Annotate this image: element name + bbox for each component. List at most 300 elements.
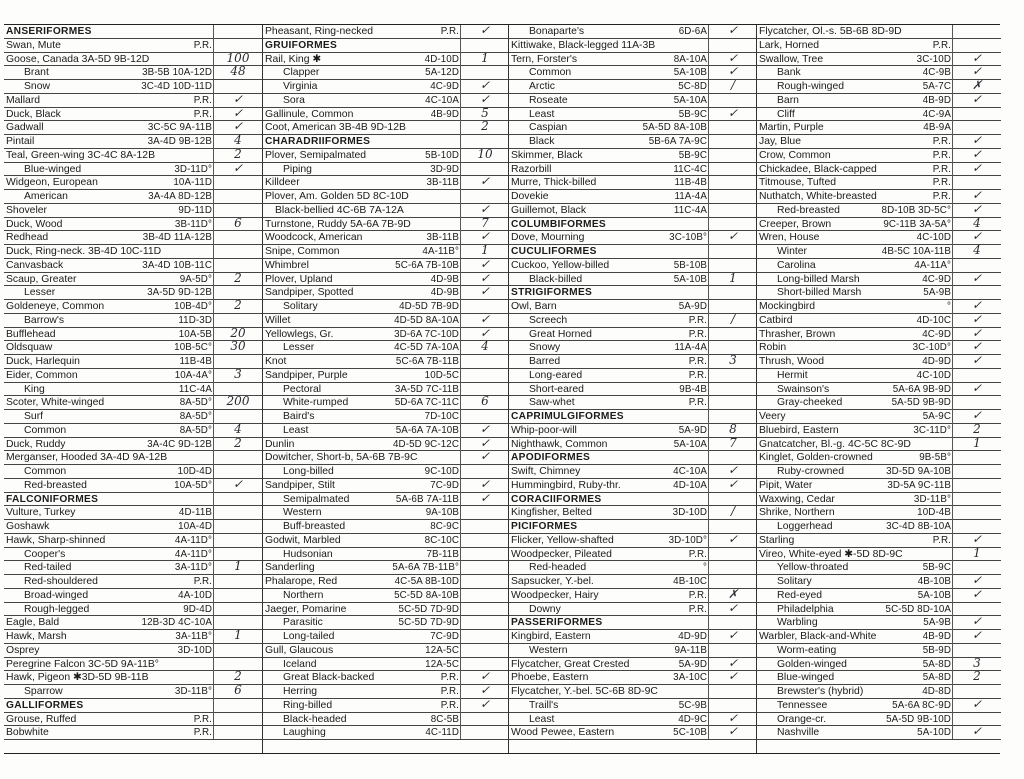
tally-mark-cell[interactable]: [460, 298, 509, 313]
tally-mark-cell[interactable]: ✓: [460, 271, 509, 286]
occurrence-code: 3D-9D: [430, 163, 459, 175]
tally-mark-cell[interactable]: 2: [213, 271, 262, 286]
tally-mark-cell[interactable]: 20: [213, 326, 262, 341]
tally-mark-cell[interactable]: [952, 367, 1001, 382]
tally-mark-cell[interactable]: ✓: [952, 697, 1001, 712]
order-name: COLUMBIFORMES: [511, 218, 607, 230]
tally-mark-cell[interactable]: [708, 298, 757, 313]
tally-mark-cell[interactable]: ✓: [952, 724, 1001, 739]
tally-mark-cell[interactable]: [708, 147, 757, 162]
tally-mark-cell[interactable]: 48: [213, 64, 262, 79]
tally-mark-cell[interactable]: ✓: [952, 587, 1001, 602]
tally-mark-cell[interactable]: [213, 202, 262, 217]
occurrence-code: 5A-9B: [923, 287, 951, 299]
tally-mark-cell[interactable]: [213, 491, 262, 506]
tally-mark-cell[interactable]: [460, 711, 509, 726]
tally-mark-cell[interactable]: ✓: [708, 669, 757, 684]
tally-mark-cell[interactable]: ✓: [952, 381, 1001, 396]
tally-mark-cell[interactable]: [460, 367, 509, 382]
species-name: Bufflehead: [6, 328, 56, 340]
tally-mark-cell[interactable]: [213, 504, 262, 519]
species-name: Tern, Forster's: [511, 53, 578, 65]
tally-mark-cell[interactable]: [213, 449, 262, 464]
tally-mark-cell[interactable]: 6: [460, 394, 509, 409]
tally-mark-cell[interactable]: [952, 642, 1001, 657]
tally-mark-cell[interactable]: [213, 724, 262, 739]
occurrence-code: 12B-3D 4C-10A: [141, 617, 212, 629]
order-name: PICIFORMES: [511, 521, 578, 532]
occurrence-code: 4C-9D: [430, 81, 459, 92]
tally-mark-cell[interactable]: 100: [213, 51, 262, 66]
species-name: Sanderling: [265, 562, 315, 574]
occurrence-code: P.R.: [440, 672, 459, 684]
species-name: Grouse, Ruffed: [6, 713, 77, 725]
species-name: Piping: [283, 163, 312, 175]
tally-mark-cell[interactable]: 3: [708, 353, 757, 368]
tally-mark-cell[interactable]: [708, 174, 757, 189]
tally-mark-cell[interactable]: [213, 408, 262, 423]
tally-mark-cell[interactable]: [708, 518, 757, 533]
tally-mark-cell[interactable]: ✓: [952, 161, 1001, 176]
tally-mark-cell[interactable]: [952, 284, 1001, 299]
tally-mark-cell[interactable]: ✓: [708, 656, 757, 671]
species-name: Hudsonian: [283, 548, 333, 560]
tally-mark-cell[interactable]: ✓: [460, 669, 509, 684]
occurrence-code: 5B-9C: [922, 562, 951, 574]
tally-mark-cell[interactable]: [952, 504, 1001, 519]
tally-mark-cell[interactable]: 2: [213, 669, 262, 684]
tally-mark-cell[interactable]: [952, 394, 1001, 409]
tally-mark-cell[interactable]: ✓: [460, 229, 509, 244]
tally-mark-cell[interactable]: [213, 587, 262, 602]
tally-mark-cell[interactable]: ✓: [213, 161, 262, 176]
tally-mark-cell[interactable]: 1: [708, 271, 757, 286]
tally-mark-cell[interactable]: 3: [952, 656, 1001, 671]
species-name: Woodpecker, Pileated: [511, 548, 612, 560]
tally-mark-cell[interactable]: [708, 394, 757, 409]
species-name: Orange-cr.: [777, 713, 827, 725]
tally-mark-cell[interactable]: ✗: [952, 78, 1001, 93]
tally-mark-cell[interactable]: 5: [460, 106, 509, 121]
species-name: Cooper's: [24, 548, 66, 560]
species-name: Guillemot, Black: [511, 204, 587, 216]
tally-mark-cell[interactable]: [708, 202, 757, 217]
species-name: Broad-winged: [24, 589, 89, 601]
tally-mark-cell[interactable]: 10: [460, 147, 509, 162]
tally-mark-cell[interactable]: 4: [952, 216, 1001, 231]
tally-mark-cell[interactable]: ✓: [708, 25, 757, 38]
tally-mark-cell[interactable]: [708, 573, 757, 588]
tally-mark-cell[interactable]: ✓: [708, 628, 757, 643]
species-name: Chickadee, Black-capped: [759, 163, 877, 175]
occurrence-code: 3C-10D°: [912, 342, 951, 354]
tally-mark-cell[interactable]: ✓: [213, 119, 262, 134]
tally-mark-cell[interactable]: [213, 284, 262, 299]
tally-mark-cell[interactable]: [952, 119, 1001, 134]
tally-mark-cell[interactable]: [460, 724, 509, 739]
species-name: Common: [24, 466, 67, 477]
species-name: Black: [529, 136, 555, 147]
checklist-column-1: [4, 25, 262, 753]
tally-mark-cell[interactable]: [952, 449, 1001, 464]
tally-mark-cell[interactable]: [708, 559, 757, 574]
tally-mark-cell[interactable]: [213, 381, 262, 396]
tally-mark-cell[interactable]: [460, 532, 509, 547]
order-name: FALCONIFORMES: [6, 493, 99, 505]
tally-mark-cell[interactable]: [708, 642, 757, 657]
species-name: Plover, Upland: [265, 273, 333, 285]
tally-mark-cell[interactable]: [708, 243, 757, 258]
tally-mark-cell[interactable]: ✓: [952, 92, 1001, 107]
species-name: Brant: [24, 67, 49, 79]
tally-mark-cell[interactable]: 3: [213, 367, 262, 382]
species-name: Catbird: [759, 314, 793, 326]
tally-mark-cell[interactable]: [952, 463, 1001, 478]
tally-mark-cell[interactable]: ✓: [460, 683, 509, 698]
tally-mark-cell[interactable]: [708, 161, 757, 176]
tally-mark-cell[interactable]: [460, 546, 509, 561]
species-name: Merganser, Hooded 3A-4D 9A-12B: [6, 452, 168, 464]
tally-mark-cell[interactable]: [213, 243, 262, 258]
tally-mark-cell[interactable]: ✓: [460, 436, 509, 451]
tally-mark-cell[interactable]: ✓: [952, 353, 1001, 368]
tally-mark-cell[interactable]: [460, 601, 509, 616]
species-name: Whimbrel: [265, 259, 309, 271]
tally-mark-cell[interactable]: [460, 587, 509, 602]
occurrence-code: P.R.: [688, 397, 707, 409]
occurrence-code: 4B-10C: [673, 576, 707, 587]
occurrence-code: 3A-10C: [673, 672, 707, 684]
tally-mark-cell[interactable]: ✓: [952, 271, 1001, 286]
occurrence-code: 5B-10B: [673, 259, 707, 271]
species-name: Waxwing, Cedar: [759, 493, 835, 505]
tally-mark-cell[interactable]: [460, 518, 509, 533]
species-name: Creeper, Brown: [759, 218, 832, 230]
species-name: Starling: [759, 534, 795, 546]
tally-mark-cell[interactable]: [213, 229, 262, 244]
tally-mark-cell[interactable]: ✓: [460, 449, 509, 464]
tally-mark-cell[interactable]: ✓: [460, 284, 509, 299]
tally-mark-cell[interactable]: ✓: [952, 202, 1001, 217]
tally-mark-cell[interactable]: ✓: [952, 51, 1001, 66]
occurrence-code: 3A-4D 10B-11C: [142, 259, 212, 271]
tally-mark-cell[interactable]: [460, 559, 509, 574]
tally-mark-cell[interactable]: [952, 174, 1001, 189]
tally-mark-cell[interactable]: ✓: [213, 106, 262, 121]
species-name: Nuthatch, White-breasted: [759, 191, 877, 202]
tally-mark-cell[interactable]: 2: [213, 147, 262, 162]
tally-mark-cell[interactable]: ✓: [708, 601, 757, 616]
tally-mark-cell[interactable]: [952, 601, 1001, 616]
occurrence-code: P.R.: [932, 534, 951, 546]
tally-mark-cell[interactable]: [952, 106, 1001, 121]
tally-mark-cell[interactable]: ✓: [213, 92, 262, 107]
order-name: STRIGIFORMES: [511, 287, 593, 299]
tally-mark-cell[interactable]: ✓: [952, 229, 1001, 244]
tally-mark-cell[interactable]: [460, 353, 509, 368]
occurrence-code: 8A-5D°: [179, 411, 212, 422]
tally-mark-cell[interactable]: [708, 326, 757, 341]
tally-mark-cell[interactable]: ✓: [952, 298, 1001, 313]
tally-mark-cell[interactable]: [460, 64, 509, 79]
tally-mark-cell[interactable]: ✓: [460, 257, 509, 272]
tally-mark-cell[interactable]: [460, 37, 509, 52]
tally-mark-cell[interactable]: ✓: [460, 697, 509, 712]
tally-mark-cell[interactable]: [213, 37, 262, 52]
tally-mark-cell[interactable]: 2: [952, 669, 1001, 684]
tally-mark-cell[interactable]: [708, 449, 757, 464]
tally-mark-cell[interactable]: [708, 92, 757, 107]
species-name: Common: [529, 67, 572, 79]
tally-mark-cell[interactable]: ✓: [952, 532, 1001, 547]
tally-mark-cell[interactable]: [213, 711, 262, 726]
species-name: Phalarope, Red: [265, 576, 338, 587]
tally-mark-cell[interactable]: [708, 408, 757, 423]
tally-mark-cell[interactable]: [952, 518, 1001, 533]
tally-mark-cell[interactable]: ✓: [460, 92, 509, 107]
tally-mark-cell[interactable]: ✓: [460, 422, 509, 437]
species-name: Barn: [777, 94, 799, 106]
tally-mark-cell[interactable]: 4: [952, 243, 1001, 258]
tally-mark-cell[interactable]: [708, 546, 757, 561]
tally-mark-cell[interactable]: [708, 188, 757, 203]
tally-mark-cell[interactable]: ✓: [952, 614, 1001, 629]
tally-mark-cell[interactable]: 1: [213, 559, 262, 574]
tally-mark-cell[interactable]: [952, 477, 1001, 492]
tally-mark-cell[interactable]: [708, 216, 757, 231]
species-name: Sandpiper, Stilt: [265, 479, 335, 491]
tally-mark-cell[interactable]: ✓: [460, 326, 509, 341]
tally-mark-cell[interactable]: ✓: [952, 133, 1001, 148]
tally-mark-cell[interactable]: 6: [213, 216, 262, 231]
tally-mark-cell[interactable]: [952, 257, 1001, 272]
tally-mark-cell[interactable]: 2: [213, 436, 262, 451]
occurrence-code: P.R.: [932, 191, 951, 202]
occurrence-code: 3B-11B: [426, 232, 459, 244]
tally-mark-cell[interactable]: ✓: [952, 147, 1001, 162]
tally-mark-cell[interactable]: [708, 491, 757, 506]
tally-mark-cell[interactable]: [213, 312, 262, 327]
tally-mark-cell[interactable]: /: [708, 312, 757, 327]
species-name: Bobwhite: [6, 727, 49, 739]
species-name: Parasitic: [283, 617, 323, 629]
tally-mark-cell[interactable]: 1: [952, 436, 1001, 451]
tally-mark-cell[interactable]: [708, 683, 757, 698]
tally-mark-cell[interactable]: [213, 174, 262, 189]
tally-mark-cell[interactable]: [708, 284, 757, 299]
tally-mark-cell[interactable]: ✓: [460, 174, 509, 189]
tally-mark-cell[interactable]: [952, 683, 1001, 698]
tally-mark-cell[interactable]: [952, 37, 1001, 52]
species-name: Downy: [529, 603, 561, 615]
tally-mark-cell[interactable]: [460, 463, 509, 478]
tally-mark-cell[interactable]: [213, 257, 262, 272]
tally-mark-cell[interactable]: 1: [213, 628, 262, 643]
species-name: Veery: [759, 411, 786, 422]
tally-mark-cell[interactable]: 2: [213, 298, 262, 313]
tally-mark-cell[interactable]: ✓: [708, 229, 757, 244]
occurrence-code: 3A-11D°: [174, 562, 212, 574]
tally-mark-cell[interactable]: ✓: [952, 188, 1001, 203]
tally-mark-cell[interactable]: [460, 614, 509, 629]
species-name: Swan, Mute: [6, 39, 61, 51]
species-name: Western: [529, 644, 568, 656]
tally-mark-cell[interactable]: 30: [213, 339, 262, 354]
tally-mark-cell[interactable]: [708, 367, 757, 382]
tally-mark-cell[interactable]: [460, 656, 509, 671]
tally-mark-cell[interactable]: 8: [708, 422, 757, 437]
checklist-column-3: [508, 25, 757, 753]
occurrence-code: 3B-4D 11A-12B: [142, 232, 212, 244]
species-row: [757, 726, 1001, 740]
tally-mark-cell[interactable]: 1: [460, 51, 509, 66]
occurrence-code: 4C-11D: [425, 727, 459, 739]
tally-mark-cell[interactable]: [952, 711, 1001, 726]
tally-mark-cell[interactable]: [460, 628, 509, 643]
tally-mark-cell[interactable]: [213, 353, 262, 368]
occurrence-code: 5B-9C: [678, 108, 707, 120]
occurrence-code: 4D-9D: [678, 631, 707, 642]
tally-mark-cell[interactable]: ✓: [952, 326, 1001, 341]
tally-mark-cell[interactable]: [213, 697, 262, 712]
checklist-column-4: [756, 25, 1001, 753]
occurrence-code: P.R.: [193, 108, 212, 120]
occurrence-code: 5A-5D 9B-9D: [891, 397, 951, 409]
tally-mark-cell[interactable]: [213, 532, 262, 547]
occurrence-code: 4A-11B°: [422, 246, 459, 257]
tally-mark-cell[interactable]: 7: [460, 216, 509, 231]
species-name: Killdeer: [265, 177, 300, 189]
species-name: Red-eyed: [777, 589, 823, 601]
occurrence-code: 9D-4D: [183, 603, 212, 615]
tally-mark-cell[interactable]: ✓: [460, 312, 509, 327]
tally-mark-cell[interactable]: ✓: [952, 573, 1001, 588]
tally-mark-cell[interactable]: 200: [213, 394, 262, 409]
species-name: Gull, Glaucous: [265, 644, 334, 656]
species-name: Plover, Am. Golden 5D 8C-10D: [265, 191, 409, 202]
tally-mark-cell[interactable]: ✓: [460, 477, 509, 492]
tally-mark-cell[interactable]: [213, 546, 262, 561]
occurrence-code: 10D-4B: [917, 507, 951, 519]
tally-mark-cell[interactable]: [708, 614, 757, 629]
tally-mark-cell[interactable]: ✓: [460, 78, 509, 93]
tally-mark-cell[interactable]: [460, 188, 509, 203]
tally-mark-cell[interactable]: ✓: [952, 312, 1001, 327]
species-name: Semipalmated: [283, 493, 350, 505]
species-name: Snowy: [529, 342, 561, 354]
tally-mark-cell[interactable]: [213, 614, 262, 629]
tally-mark-cell[interactable]: [213, 642, 262, 657]
tally-mark-cell[interactable]: 2: [952, 422, 1001, 437]
tally-mark-cell[interactable]: [708, 257, 757, 272]
tally-mark-cell[interactable]: ✓: [952, 339, 1001, 354]
tally-mark-cell[interactable]: ✓: [708, 64, 757, 79]
species-name: Kittiwake, Black-legged 11A-3B: [511, 39, 656, 51]
species-name: Mockingbird: [759, 301, 816, 312]
tally-mark-cell[interactable]: [708, 133, 757, 148]
occurrence-code: 11B-4B: [179, 356, 212, 367]
occurrence-code: 4B-9A: [923, 122, 951, 134]
tally-mark-cell[interactable]: [213, 601, 262, 616]
tally-mark-cell[interactable]: ✓: [213, 477, 262, 492]
tally-mark-cell[interactable]: [952, 491, 1001, 506]
tally-mark-cell[interactable]: [708, 119, 757, 134]
tally-mark-cell[interactable]: ✓: [708, 724, 757, 739]
tally-mark-cell[interactable]: [213, 656, 262, 671]
tally-mark-cell[interactable]: ✓: [708, 106, 757, 121]
tally-mark-cell[interactable]: ✓: [460, 25, 509, 38]
tally-mark-cell[interactable]: 1: [460, 243, 509, 258]
tally-mark-cell[interactable]: ✓: [708, 463, 757, 478]
tally-mark-cell[interactable]: 4: [213, 133, 262, 148]
tally-mark-cell[interactable]: 4: [460, 339, 509, 354]
tally-mark-cell[interactable]: [460, 133, 509, 148]
tally-mark-cell[interactable]: [460, 573, 509, 588]
tally-mark-cell[interactable]: [213, 573, 262, 588]
tally-mark-cell[interactable]: 6: [213, 683, 262, 698]
tally-mark-cell[interactable]: [952, 559, 1001, 574]
species-name: Lark, Horned: [759, 39, 820, 51]
tally-mark-cell[interactable]: [460, 642, 509, 657]
occurrence-code: 5A-8D: [922, 672, 951, 684]
species-name: Traill's: [529, 699, 559, 711]
tally-mark-cell[interactable]: ✓: [952, 628, 1001, 643]
species-name: Bank: [777, 67, 801, 79]
tally-mark-cell[interactable]: [708, 37, 757, 52]
tally-mark-cell[interactable]: 2: [460, 119, 509, 134]
tally-mark-cell[interactable]: [213, 78, 262, 93]
tally-mark-cell[interactable]: 1: [952, 546, 1001, 561]
occurrence-code: 4A-10D: [178, 589, 212, 601]
species-name: Long-billed: [283, 466, 334, 477]
tally-mark-cell[interactable]: /: [708, 78, 757, 93]
tally-mark-cell[interactable]: ✓: [708, 51, 757, 66]
checklist-card: [4, 24, 1000, 754]
tally-mark-cell[interactable]: [460, 408, 509, 423]
tally-mark-cell[interactable]: [460, 381, 509, 396]
tally-mark-cell[interactable]: ✓: [952, 64, 1001, 79]
occurrence-code: 5A-9B: [923, 617, 951, 629]
species-name: Plover, Semipalmated: [265, 149, 367, 161]
tally-mark-cell[interactable]: [460, 161, 509, 176]
tally-mark-cell[interactable]: ✗: [708, 587, 757, 602]
tally-mark-cell[interactable]: ✓: [460, 491, 509, 506]
species-name: Roseate: [529, 94, 568, 106]
tally-mark-cell[interactable]: ✓: [460, 202, 509, 217]
tally-mark-cell[interactable]: [460, 504, 509, 519]
tally-mark-cell[interactable]: 4: [213, 422, 262, 437]
tally-mark-cell[interactable]: [213, 518, 262, 533]
tally-mark-cell[interactable]: ✓: [708, 477, 757, 492]
tally-mark-cell[interactable]: [213, 188, 262, 203]
tally-mark-cell[interactable]: 7: [708, 436, 757, 451]
occurrence-code: 8C-5B: [430, 713, 459, 725]
tally-mark-cell[interactable]: [708, 381, 757, 396]
occurrence-code: 4D-9C: [678, 713, 707, 725]
occurrence-code: 11C-4A: [178, 383, 212, 395]
tally-mark-cell[interactable]: ✓: [708, 711, 757, 726]
tally-mark-cell[interactable]: ✓: [708, 532, 757, 547]
tally-mark-cell[interactable]: [708, 697, 757, 712]
tally-mark-cell[interactable]: [708, 339, 757, 354]
tally-mark-cell[interactable]: ✓: [952, 408, 1001, 423]
occurrence-code: 5A-9D: [678, 424, 707, 436]
occurrence-code: 3C-10B°: [669, 232, 707, 244]
occurrence-code: 3C-5C 9A-11B: [147, 122, 212, 134]
tally-mark-cell[interactable]: [213, 463, 262, 478]
tally-mark-cell[interactable]: /: [708, 504, 757, 519]
order-name: CORACIIFORMES: [511, 493, 602, 505]
